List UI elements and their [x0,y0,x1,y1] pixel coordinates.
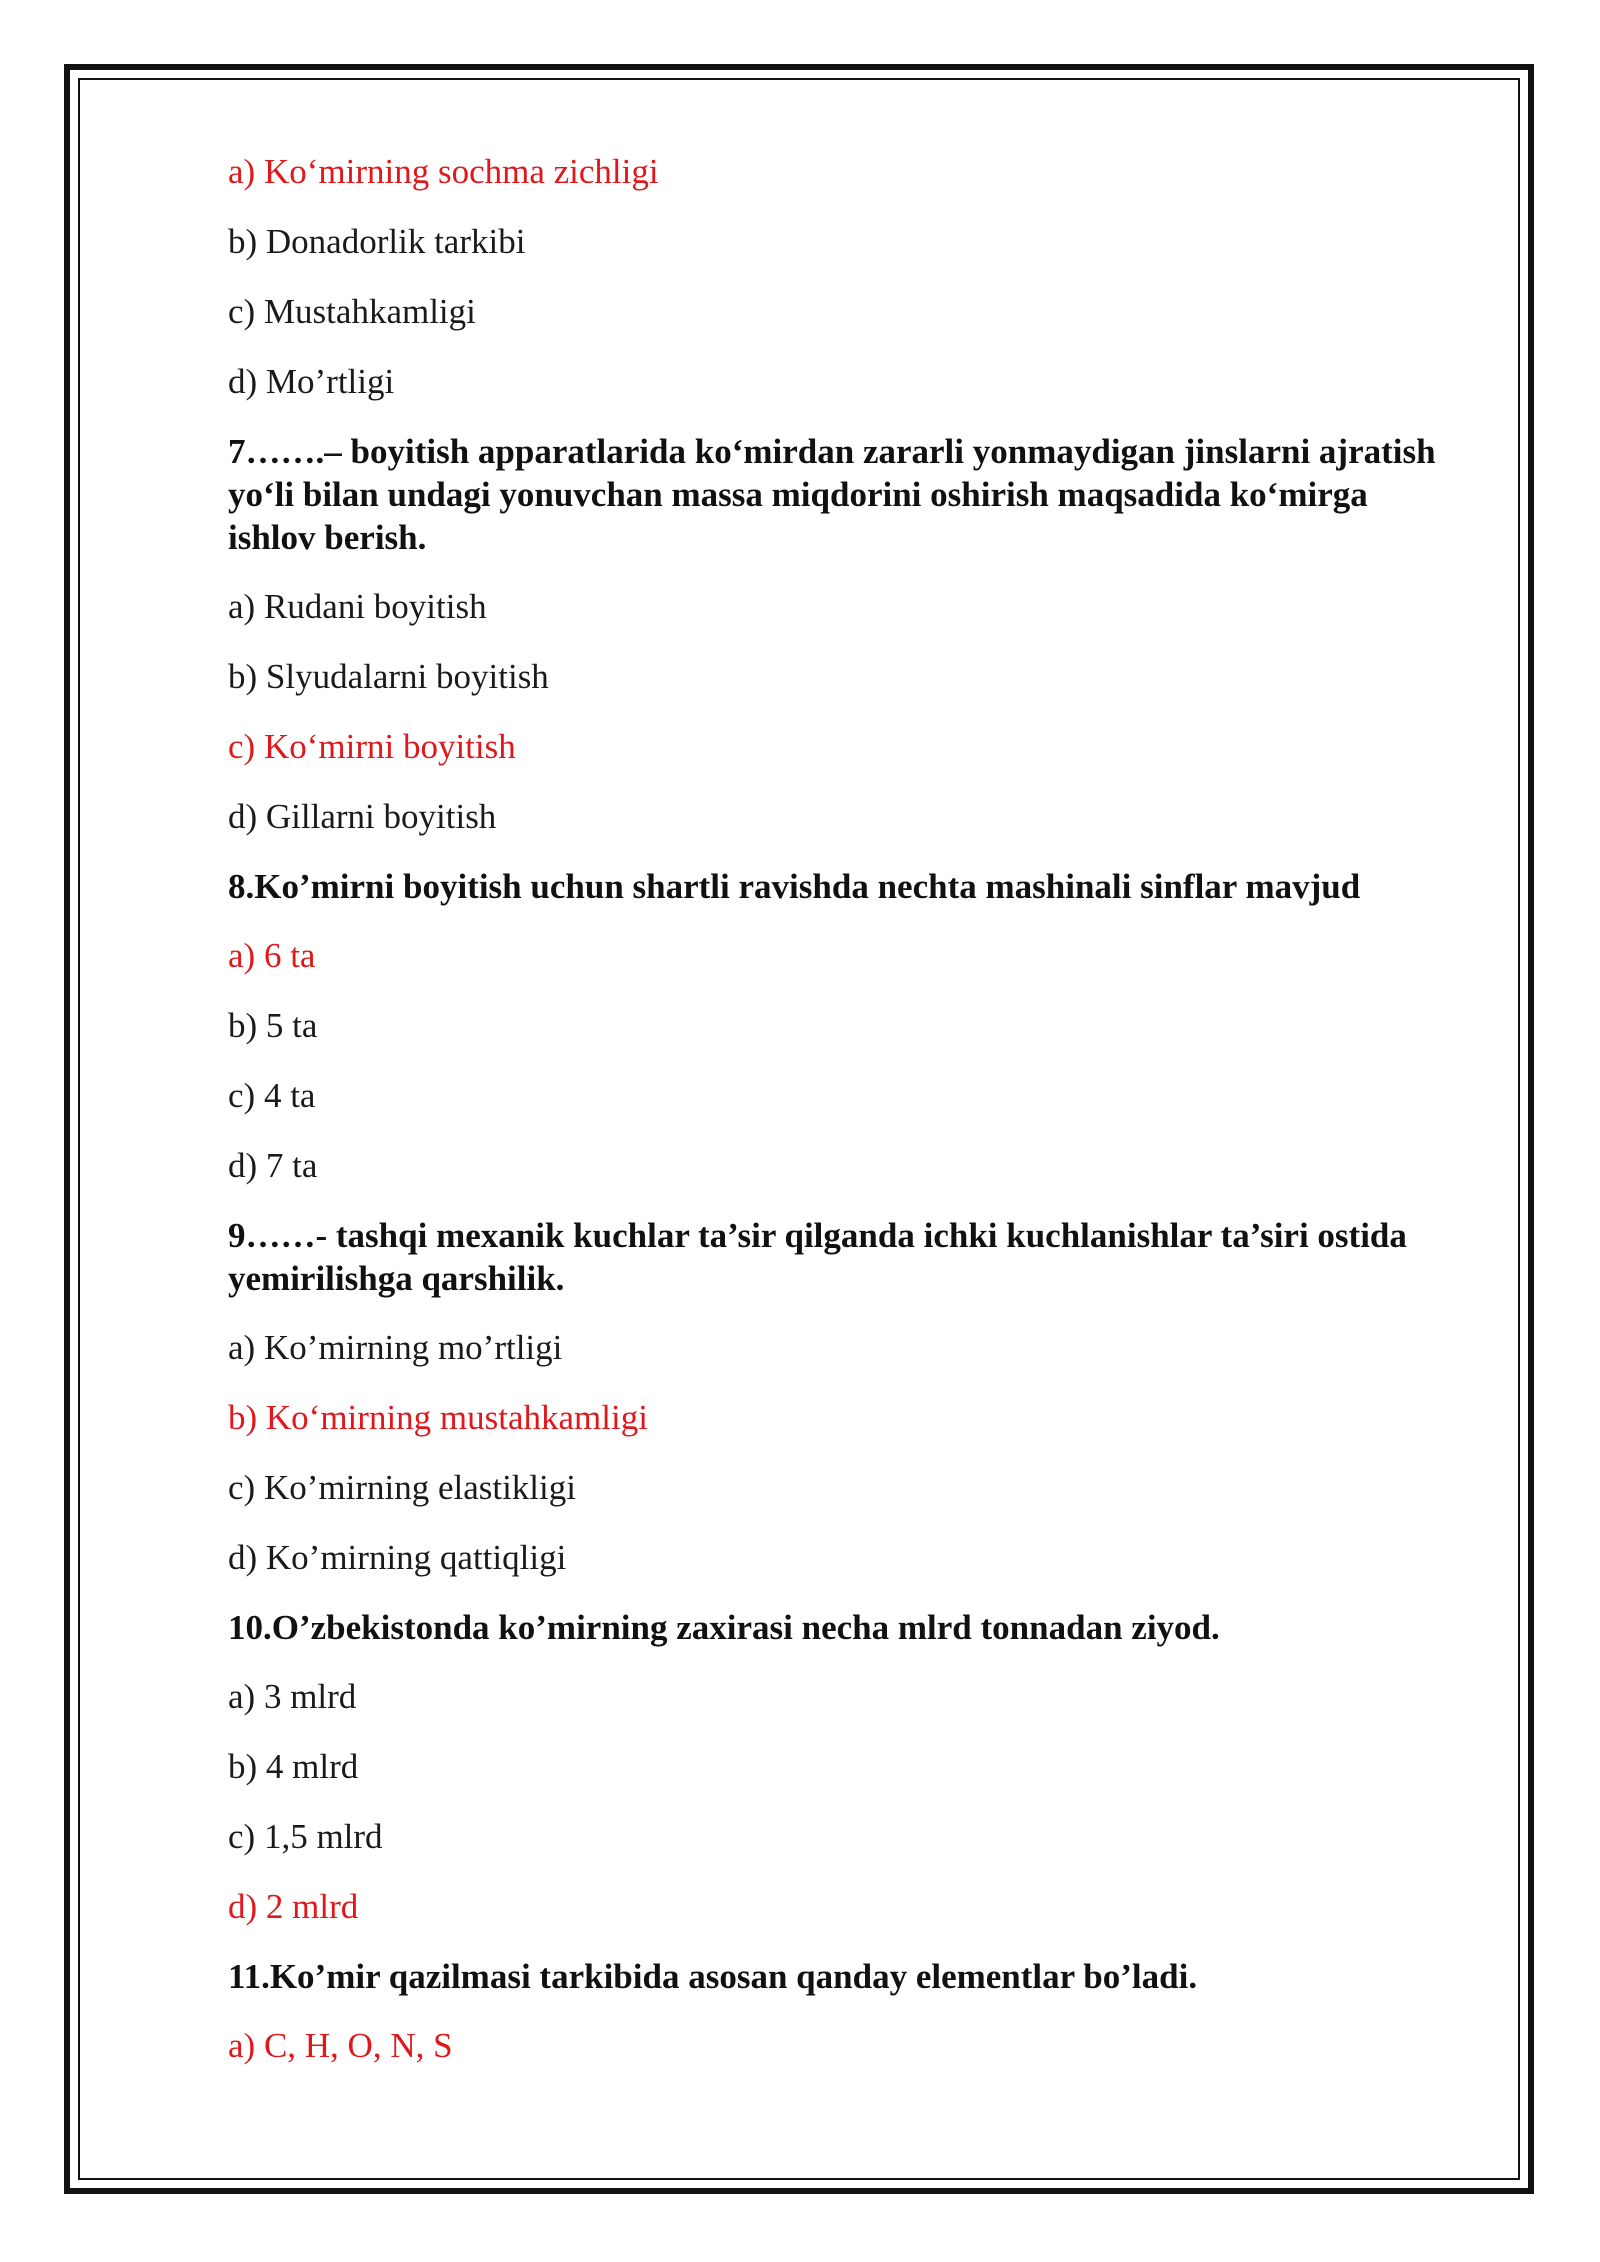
question-text: 7…….– boyitish apparatlarida ko‘mirdan zararli yonmaydigan jinslarni ajratish yo‘li bilan undagi yonuvchan massa miqdorini oshirish maqsadida ko‘mirga ishlov berish. [228,432,1436,557]
question-text: 10.O’zbekistonda ko’mirning zaxirasi necha mlrd tonnadan ziyod. [228,1608,1220,1647]
question-text: 11.Ko’mir qazilmasi tarkibida asosan qanday elementlar bo’ladi. [228,1957,1198,1996]
answer-option: d) 2 mlrd [228,1887,359,1926]
question-text: 8.Ko’mirni boyitish uchun shartli ravishda nechta mashinali sinflar mavjud [228,867,1361,906]
answer-option: a) C, H, O, N, S [228,2026,453,2065]
answer-option: c) Mustahkamligi [228,292,476,331]
answer-option: a) Rudani boyitish [228,587,487,626]
answer-option: c) 4 ta [228,1076,316,1115]
answer-option: c) 1,5 mlrd [228,1817,383,1856]
answer-option: b) Ko‘mirning mustahkamligi [228,1398,648,1437]
answer-option: b) Donadorlik tarkibi [228,222,526,261]
answer-option: a) 3 mlrd [228,1677,357,1716]
answer-option: a) Ko’mirning mo’rtligi [228,1328,563,1367]
answer-option: d) Ko’mirning qattiqligi [228,1538,567,1577]
answer-option: d) Gillarni boyitish [228,797,497,836]
answer-option: b) 5 ta [228,1006,318,1045]
answer-option: c) Ko’mirning elastikligi [228,1468,576,1507]
answer-option: b) 4 mlrd [228,1747,359,1786]
quiz-content [228,150,1458,2094]
answer-option: c) Ko‘mirni boyitish [228,727,516,766]
answer-option: d) 7 ta [228,1146,318,1185]
answer-option: d) Mo’rtligi [228,362,395,401]
answer-option: a) Ko‘mirning sochma zichligi [228,152,659,191]
answer-option: b) Slyudalarni boyitish [228,657,549,696]
question-text: 9……- tashqi mexanik kuchlar ta’sir qilganda ichki kuchlanishlar ta’siri ostida yemirilishga qarshilik. [228,1216,1407,1298]
answer-option: a) 6 ta [228,936,316,975]
